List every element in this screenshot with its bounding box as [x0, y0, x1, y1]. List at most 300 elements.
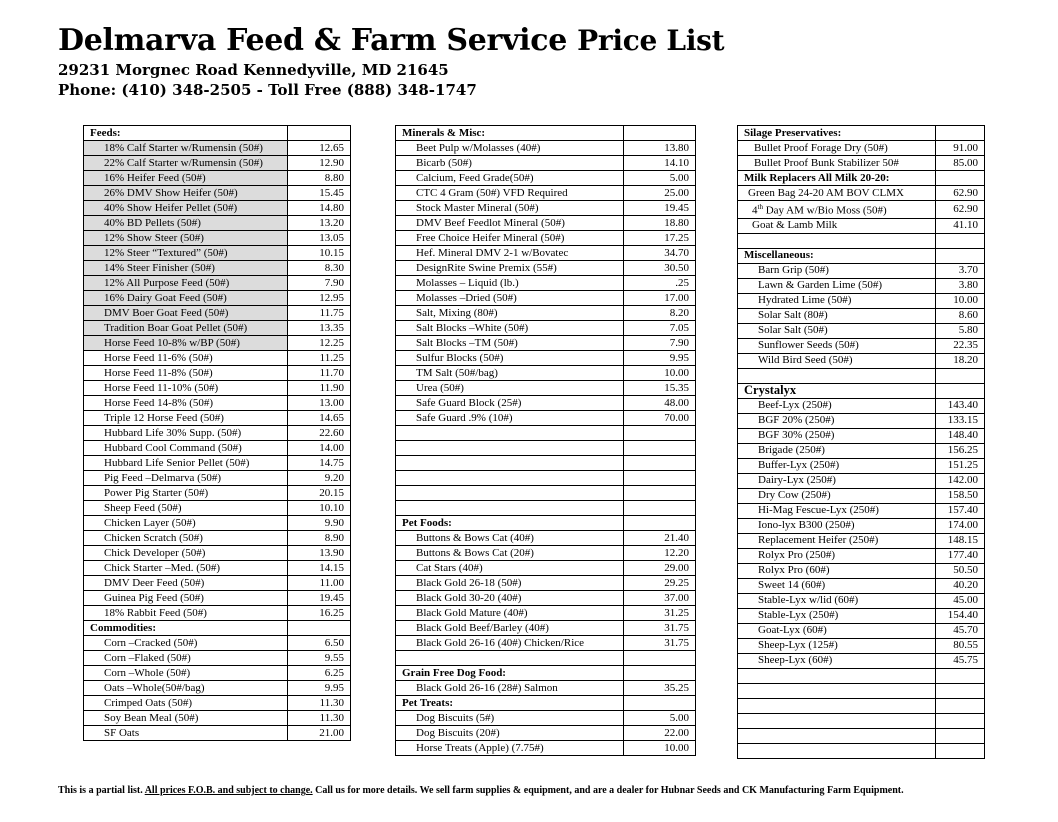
price-row	[396, 201, 696, 216]
price-row	[738, 653, 985, 668]
product-name: Hydrated Lime (50#)	[738, 293, 936, 308]
empty-cell	[738, 668, 936, 683]
empty-cell	[396, 651, 624, 666]
product-price: 154.40	[936, 608, 985, 623]
price-row	[84, 651, 351, 666]
price-row	[396, 591, 696, 606]
empty-cell	[936, 743, 985, 758]
section-header: Silage Preservatives:	[738, 126, 936, 141]
price-row	[738, 338, 985, 353]
section-header: Commodities:	[84, 621, 288, 636]
product-price: 133.15	[936, 413, 985, 428]
empty-price-cell	[624, 516, 696, 531]
product-price: 91.00	[936, 141, 985, 156]
product-price: 13.20	[288, 216, 351, 231]
product-name: Sheep-Lyx (60#)	[738, 653, 936, 668]
section-header: Miscellaneous:	[738, 248, 936, 263]
price-row	[396, 561, 696, 576]
product-price: 12.65	[288, 141, 351, 156]
product-price: 157.40	[936, 503, 985, 518]
price-row	[84, 501, 351, 516]
price-row	[738, 293, 985, 308]
product-price: 8.60	[936, 308, 985, 323]
product-price: 18.20	[936, 353, 985, 368]
product-name: Hubbard Cool Command (50#)	[84, 441, 288, 456]
price-row	[396, 156, 696, 171]
price-row	[738, 443, 985, 458]
section-header-row	[738, 383, 985, 398]
product-name: 14% Steer Finisher (50#)	[84, 261, 288, 276]
product-price: 9.55	[288, 651, 351, 666]
price-row	[84, 321, 351, 336]
price-row	[738, 638, 985, 653]
product-price: 31.75	[624, 636, 696, 651]
footer-part3: Call us for more details. We sell farm supplies & equipment, and are a dealer for Hubnar Seeds and CK Manufacturing Farm Equipment.	[312, 785, 904, 796]
product-price: 11.00	[288, 576, 351, 591]
product-name: Soy Bean Meal (50#)	[84, 711, 288, 726]
product-name: Brigade (250#)	[738, 443, 936, 458]
price-row	[396, 381, 696, 396]
section-header: Feeds:	[84, 126, 288, 141]
product-price: 9.20	[288, 471, 351, 486]
price-row	[84, 606, 351, 621]
price-row	[738, 263, 985, 278]
product-name: DMV Deer Feed (50#)	[84, 576, 288, 591]
product-name: Beef-Lyx (250#)	[738, 398, 936, 413]
blank-row	[738, 233, 985, 248]
empty-cell	[396, 501, 624, 516]
product-name: Black Gold 26-18 (50#)	[396, 576, 624, 591]
empty-cell	[396, 471, 624, 486]
product-price: 31.25	[624, 606, 696, 621]
price-row	[396, 216, 696, 231]
product-name: Salt Blocks –White (50#)	[396, 321, 624, 336]
product-name: Iono-lyx B300 (250#)	[738, 518, 936, 533]
section-header-row	[738, 171, 985, 186]
product-price: 50.50	[936, 563, 985, 578]
price-row	[84, 351, 351, 366]
empty-cell	[738, 233, 936, 248]
price-row	[84, 366, 351, 381]
price-row	[738, 563, 985, 578]
empty-price-cell	[288, 621, 351, 636]
price-row	[396, 636, 696, 651]
product-price: 9.90	[288, 516, 351, 531]
empty-price-cell	[936, 383, 985, 398]
empty-cell	[624, 441, 696, 456]
product-name: Sheep-Lyx (125#)	[738, 638, 936, 653]
price-row	[738, 398, 985, 413]
empty-cell	[936, 698, 985, 713]
product-name: Buttons & Bows Cat (40#)	[396, 531, 624, 546]
product-price: 16.25	[288, 606, 351, 621]
product-name: Sweet 14 (60#)	[738, 578, 936, 593]
price-row	[396, 711, 696, 726]
price-row	[84, 696, 351, 711]
price-table-silage	[737, 125, 985, 759]
product-name: Black Gold Beef/Barley (40#)	[396, 621, 624, 636]
product-name: Triple 12 Horse Feed (50#)	[84, 411, 288, 426]
blank-row	[738, 698, 985, 713]
empty-cell	[396, 456, 624, 471]
product-name: Corn –Cracked (50#)	[84, 636, 288, 651]
product-price: 174.00	[936, 518, 985, 533]
product-price: 14.65	[288, 411, 351, 426]
price-row	[396, 576, 696, 591]
product-name: Dog Biscuits (5#)	[396, 711, 624, 726]
product-name: Hubbard Life 30% Supp. (50#)	[84, 426, 288, 441]
price-row	[84, 426, 351, 441]
product-price: 14.10	[624, 156, 696, 171]
empty-cell	[738, 368, 936, 383]
price-row	[738, 608, 985, 623]
price-row	[84, 576, 351, 591]
product-price: 14.15	[288, 561, 351, 576]
price-row	[738, 533, 985, 548]
product-name: 12% Show Steer (50#)	[84, 231, 288, 246]
section-header: Crystalyx	[738, 383, 936, 398]
product-price: 142.00	[936, 473, 985, 488]
page-title	[58, 22, 724, 60]
price-row	[396, 606, 696, 621]
blank-row	[738, 713, 985, 728]
blank-row	[738, 683, 985, 698]
product-price: 11.90	[288, 381, 351, 396]
product-price: 8.30	[288, 261, 351, 276]
product-name: SF Oats	[84, 726, 288, 741]
empty-cell	[624, 501, 696, 516]
product-price: 177.40	[936, 548, 985, 563]
product-price: 10.00	[936, 293, 985, 308]
product-price: 14.75	[288, 456, 351, 471]
price-row	[84, 231, 351, 246]
product-price: 22.00	[624, 726, 696, 741]
product-price: 20.15	[288, 486, 351, 501]
price-row	[84, 306, 351, 321]
product-name: Lawn & Garden Lime (50#)	[738, 278, 936, 293]
blank-row	[396, 441, 696, 456]
section-header-row	[84, 126, 351, 141]
blank-row	[396, 426, 696, 441]
price-row	[84, 336, 351, 351]
product-name: 4th Day AM w/Bio Moss (50#)	[738, 201, 936, 219]
empty-cell	[936, 713, 985, 728]
product-name: 18% Rabbit Feed (50#)	[84, 606, 288, 621]
product-price: 148.40	[936, 428, 985, 443]
price-row	[396, 621, 696, 636]
product-name: Sunflower Seeds (50#)	[738, 338, 936, 353]
section-header-row	[396, 126, 696, 141]
product-name: Buffer-Lyx (250#)	[738, 458, 936, 473]
product-price: 25.00	[624, 186, 696, 201]
page-header	[58, 22, 724, 100]
price-row	[396, 321, 696, 336]
price-row	[84, 171, 351, 186]
price-table-feeds	[83, 125, 351, 741]
price-row	[84, 186, 351, 201]
product-name: Safe Guard Block (25#)	[396, 396, 624, 411]
product-name: DesignRite Swine Premix (55#)	[396, 261, 624, 276]
product-name: Rolyx Pro (250#)	[738, 548, 936, 563]
product-price: 8.20	[624, 306, 696, 321]
blank-row	[738, 668, 985, 683]
product-name: Corn –Flaked (50#)	[84, 651, 288, 666]
section-header-row	[396, 696, 696, 711]
price-row	[396, 141, 696, 156]
section-header-row	[738, 248, 985, 263]
product-name: Goat-Lyx (60#)	[738, 623, 936, 638]
product-name: Solar Salt (50#)	[738, 323, 936, 338]
product-name: Power Pig Starter (50#)	[84, 486, 288, 501]
product-price: 12.95	[288, 291, 351, 306]
price-row	[738, 413, 985, 428]
section-header: Minerals & Misc:	[396, 126, 624, 141]
price-row	[738, 278, 985, 293]
product-price: 7.90	[624, 336, 696, 351]
price-row	[738, 548, 985, 563]
product-name: Black Gold Mature (40#)	[396, 606, 624, 621]
empty-cell	[936, 728, 985, 743]
product-name: Beet Pulp w/Molasses (40#)	[396, 141, 624, 156]
product-name: Wild Bird Seed (50#)	[738, 353, 936, 368]
section-header: Pet Treats:	[396, 696, 624, 711]
product-name: CTC 4 Gram (50#) VFD Required	[396, 186, 624, 201]
product-name: Sheep Feed (50#)	[84, 501, 288, 516]
product-name: Urea (50#)	[396, 381, 624, 396]
product-name: Sulfur Blocks (50#)	[396, 351, 624, 366]
product-price: 14.80	[288, 201, 351, 216]
section-header-row	[738, 126, 985, 141]
product-price: 12.90	[288, 156, 351, 171]
price-row	[396, 261, 696, 276]
product-name: Molasses – Liquid (lb.)	[396, 276, 624, 291]
product-price: 8.80	[288, 171, 351, 186]
product-price: 11.30	[288, 696, 351, 711]
product-price: 156.25	[936, 443, 985, 458]
price-row	[84, 216, 351, 231]
price-row	[396, 336, 696, 351]
product-price: 15.45	[288, 186, 351, 201]
product-price: 10.15	[288, 246, 351, 261]
product-name: Horse Feed 14-8% (50#)	[84, 396, 288, 411]
empty-cell	[738, 728, 936, 743]
price-row	[396, 546, 696, 561]
product-name: BGF 20% (250#)	[738, 413, 936, 428]
product-price: 11.75	[288, 306, 351, 321]
product-name: Bullet Proof Bunk Stabilizer 50#	[738, 156, 936, 171]
product-price: 40.20	[936, 578, 985, 593]
product-name: Stable-Lyx w/lid (60#)	[738, 593, 936, 608]
product-name: 26% DMV Show Heifer (50#)	[84, 186, 288, 201]
product-name: Calcium, Feed Grade(50#)	[396, 171, 624, 186]
product-price: 5.00	[624, 171, 696, 186]
address-line: 29231 Morgnec Road Kennedyville, MD 21645	[58, 61, 449, 79]
product-name: Green Bag 24-20 AM BOV CLMX	[738, 186, 936, 201]
empty-price-cell	[288, 126, 351, 141]
product-price: 5.00	[624, 711, 696, 726]
product-name: Horse Feed 11-6% (50#)	[84, 351, 288, 366]
product-price: 5.80	[936, 323, 985, 338]
price-row	[738, 578, 985, 593]
product-name: Horse Feed 10-8% w/BP (50#)	[84, 336, 288, 351]
price-row	[738, 593, 985, 608]
product-price: 62.90	[936, 201, 985, 219]
price-row	[84, 156, 351, 171]
product-price: 8.90	[288, 531, 351, 546]
price-row	[738, 428, 985, 443]
product-price: 48.00	[624, 396, 696, 411]
product-price: 148.15	[936, 533, 985, 548]
product-price: 14.00	[288, 441, 351, 456]
product-price: 11.70	[288, 366, 351, 381]
product-price: 22.60	[288, 426, 351, 441]
product-price: 62.90	[936, 186, 985, 201]
product-price: 29.00	[624, 561, 696, 576]
company-name: Delmarva Feed & Farm Service	[58, 23, 568, 58]
product-name: Dog Biscuits (20#)	[396, 726, 624, 741]
section-header: Pet Foods:	[396, 516, 624, 531]
product-price: 7.05	[624, 321, 696, 336]
product-price: .25	[624, 276, 696, 291]
empty-cell	[624, 456, 696, 471]
blank-row	[396, 486, 696, 501]
price-row	[84, 141, 351, 156]
product-name: 22% Calf Starter w/Rumensin (50#)	[84, 156, 288, 171]
product-name: 12% Steer “Textured” (50#)	[84, 246, 288, 261]
section-header-row	[396, 666, 696, 681]
empty-cell	[936, 233, 985, 248]
product-name: 40% BD Pellets (50#)	[84, 216, 288, 231]
product-price: 17.00	[624, 291, 696, 306]
price-row	[738, 518, 985, 533]
product-name: Black Gold 26-16 (28#) Salmon	[396, 681, 624, 696]
empty-price-cell	[624, 696, 696, 711]
empty-cell	[738, 698, 936, 713]
price-row	[396, 186, 696, 201]
price-row	[396, 171, 696, 186]
product-price: 45.70	[936, 623, 985, 638]
product-price: 15.35	[624, 381, 696, 396]
price-row	[738, 186, 985, 201]
product-price: 3.80	[936, 278, 985, 293]
product-price: 9.95	[288, 681, 351, 696]
product-name: Stock Master Mineral (50#)	[396, 201, 624, 216]
product-name: Stable-Lyx (250#)	[738, 608, 936, 623]
empty-cell	[624, 486, 696, 501]
empty-cell	[936, 683, 985, 698]
product-price: 30.50	[624, 261, 696, 276]
price-table-minerals	[395, 125, 696, 756]
product-name: Tradition Boar Goat Pellet (50#)	[84, 321, 288, 336]
product-name: Horse Feed 11-10% (50#)	[84, 381, 288, 396]
phone-line: Phone: (410) 348-2505 - Toll Free (888) 348-1747	[58, 81, 477, 99]
price-row	[738, 308, 985, 323]
price-row	[84, 561, 351, 576]
product-price: 158.50	[936, 488, 985, 503]
product-price: 45.75	[936, 653, 985, 668]
footer-part1: This is a partial list.	[58, 785, 145, 796]
product-name: Black Gold 26-16 (40#) Chicken/Rice	[396, 636, 624, 651]
product-price: 18.80	[624, 216, 696, 231]
price-row	[738, 323, 985, 338]
price-row	[396, 741, 696, 756]
price-row	[84, 441, 351, 456]
product-price: 12.25	[288, 336, 351, 351]
product-name: Chicken Scratch (50#)	[84, 531, 288, 546]
product-price: 6.50	[288, 636, 351, 651]
product-name: Horse Feed 11-8% (50#)	[84, 366, 288, 381]
product-name: DMV Boer Goat Feed (50#)	[84, 306, 288, 321]
product-price: 13.00	[288, 396, 351, 411]
product-name: TM Salt (50#/bag)	[396, 366, 624, 381]
product-price: 21.00	[288, 726, 351, 741]
price-row	[396, 411, 696, 426]
price-row	[84, 291, 351, 306]
product-name: Chicken Layer (50#)	[84, 516, 288, 531]
price-row	[84, 201, 351, 216]
section-header: Grain Free Dog Food:	[396, 666, 624, 681]
product-price: 10.00	[624, 366, 696, 381]
price-row	[84, 486, 351, 501]
product-price: 13.35	[288, 321, 351, 336]
product-name: Guinea Pig Feed (50#)	[84, 591, 288, 606]
section-header-row	[84, 621, 351, 636]
product-name: Bicarb (50#)	[396, 156, 624, 171]
price-row	[396, 531, 696, 546]
price-row	[84, 531, 351, 546]
product-name: Hubbard Life Senior Pellet (50#)	[84, 456, 288, 471]
product-price: 45.00	[936, 593, 985, 608]
product-name: Cat Stars (40#)	[396, 561, 624, 576]
empty-cell	[624, 426, 696, 441]
price-row	[84, 726, 351, 741]
product-name: Crimped Oats (50#)	[84, 696, 288, 711]
blank-row	[396, 501, 696, 516]
section-header: Milk Replacers All Milk 20-20:	[738, 171, 936, 186]
product-price: 29.25	[624, 576, 696, 591]
price-row	[738, 141, 985, 156]
price-row	[84, 396, 351, 411]
product-name: Bullet Proof Forage Dry (50#)	[738, 141, 936, 156]
product-price: 35.25	[624, 681, 696, 696]
product-name: Black Gold 30-20 (40#)	[396, 591, 624, 606]
product-name: Pig Feed –Delmarva (50#)	[84, 471, 288, 486]
empty-cell	[738, 683, 936, 698]
product-name: Goat & Lamb Milk	[738, 218, 936, 233]
product-name: BGF 30% (250#)	[738, 428, 936, 443]
empty-price-cell	[624, 666, 696, 681]
price-row	[738, 458, 985, 473]
price-row	[738, 201, 985, 219]
product-name: Salt, Mixing (80#)	[396, 306, 624, 321]
product-price: 7.90	[288, 276, 351, 291]
product-price: 6.25	[288, 666, 351, 681]
product-name: 12% All Purpose Feed (50#)	[84, 276, 288, 291]
price-row	[84, 411, 351, 426]
section-header-row	[396, 516, 696, 531]
product-name: Solar Salt (80#)	[738, 308, 936, 323]
empty-cell	[936, 668, 985, 683]
product-name: Dairy-Lyx (250#)	[738, 473, 936, 488]
product-name: 16% Heifer Feed (50#)	[84, 171, 288, 186]
product-price: 12.20	[624, 546, 696, 561]
empty-cell	[738, 713, 936, 728]
empty-cell	[396, 441, 624, 456]
empty-price-cell	[936, 248, 985, 263]
product-price: 31.75	[624, 621, 696, 636]
empty-cell	[738, 743, 936, 758]
product-name: Rolyx Pro (60#)	[738, 563, 936, 578]
